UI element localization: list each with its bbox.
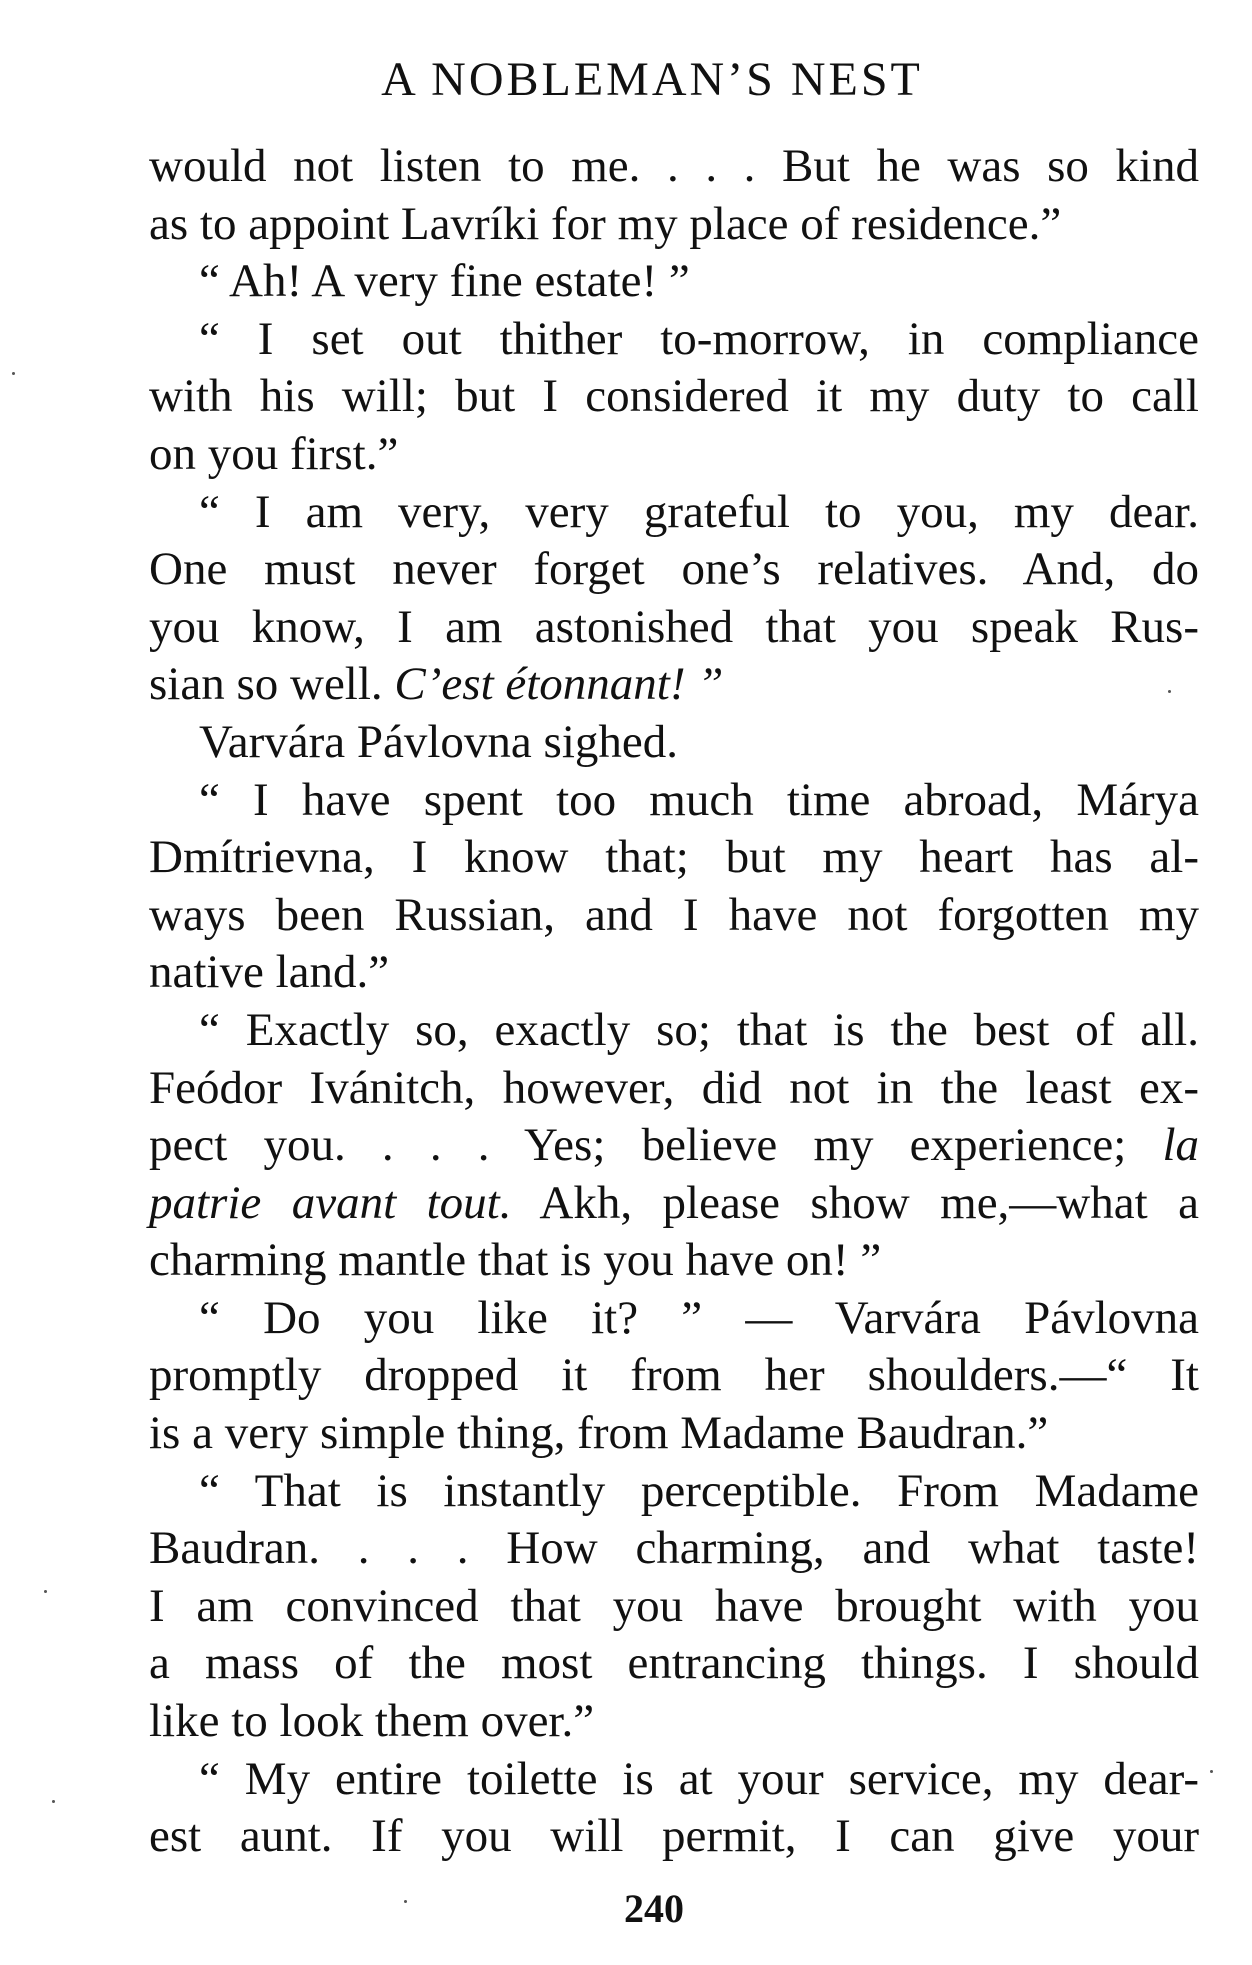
text-line: with his will; but I considered it my duty to call	[149, 370, 1199, 423]
text-line: “ I am very, very grateful to you, my dear.	[199, 485, 1199, 538]
text-line: I am convinced that you have brought with you	[149, 1579, 1199, 1632]
running-header: A NOBLEMAN’S NEST	[381, 53, 923, 106]
text-line: you know, I am astonished that you speak Rus-	[149, 600, 1199, 653]
text-line: “ I have spent too much time abroad, Márya	[199, 773, 1199, 826]
text-line: promptly dropped it from her shoulders.—“ It	[149, 1349, 1199, 1402]
page-number: 240	[624, 1886, 684, 1931]
text-line: One must never forget one’s relatives. And, do	[149, 543, 1199, 596]
text-line: “ Ah! A very fine estate! ”	[199, 255, 690, 308]
text-line: charming mantle that is you have on! ”	[149, 1234, 882, 1287]
text-fragment: pect you. . . . Yes; believe my experience;	[149, 1119, 1163, 1172]
text-line	[149, 1117, 1199, 1175]
text-line: as to appoint Lavríki for my place of residence.”	[149, 197, 1062, 250]
text-line: Baudran. . . . How charming, and what taste!	[149, 1522, 1199, 1575]
print-speck	[1168, 690, 1171, 693]
print-speck	[12, 372, 15, 375]
french-phrase: patrie avant tout.	[149, 1176, 512, 1229]
text-line: “ My entire toilette is at your service, my dear-	[199, 1752, 1199, 1805]
text-line: would not listen to me. . . . But he was so kind	[149, 140, 1199, 192]
text-fragment: sian so well.	[149, 658, 395, 711]
text-line: “ Do you like it? ” — Varvára Pávlovna	[199, 1291, 1199, 1344]
text-line: est aunt. If you will permit, I can give your	[149, 1810, 1199, 1863]
text-line: “ Exactly so, exactly so; that is the best of all.	[199, 1003, 1199, 1056]
text-line: Dmítrievna, I know that; but my heart has al-	[149, 831, 1199, 884]
text-line: “ I set out thither to-morrow, in compliance	[199, 312, 1199, 365]
text-line: ways been Russian, and I have not forgotten my	[149, 888, 1199, 941]
text-fragment: Akh, please show me,—what a	[511, 1176, 1199, 1229]
text-line	[149, 656, 1199, 714]
print-speck	[52, 1800, 55, 1803]
text-line	[149, 1175, 1199, 1233]
text-line: “ That is instantly perceptible. From Madame	[199, 1464, 1199, 1517]
text-line: native land.”	[149, 946, 390, 999]
text-line: a mass of the most entrancing things. I should	[149, 1637, 1199, 1690]
text-line: Varvára Pávlovna sighed.	[199, 715, 678, 768]
text-line: is a very simple thing, from Madame Baudran.”	[149, 1407, 1049, 1460]
print-speck	[404, 1900, 407, 1903]
text-line: on you first.”	[149, 427, 399, 480]
french-phrase: la	[1162, 1119, 1199, 1172]
body-text	[149, 138, 1199, 1866]
french-phrase: C’est étonnant! ”	[394, 658, 724, 711]
print-speck	[1210, 1770, 1213, 1773]
text-line: Feódor Ivánitch, however, did not in the least ex-	[149, 1061, 1199, 1114]
print-speck	[44, 1590, 47, 1593]
text-line: like to look them over.”	[149, 1695, 595, 1748]
